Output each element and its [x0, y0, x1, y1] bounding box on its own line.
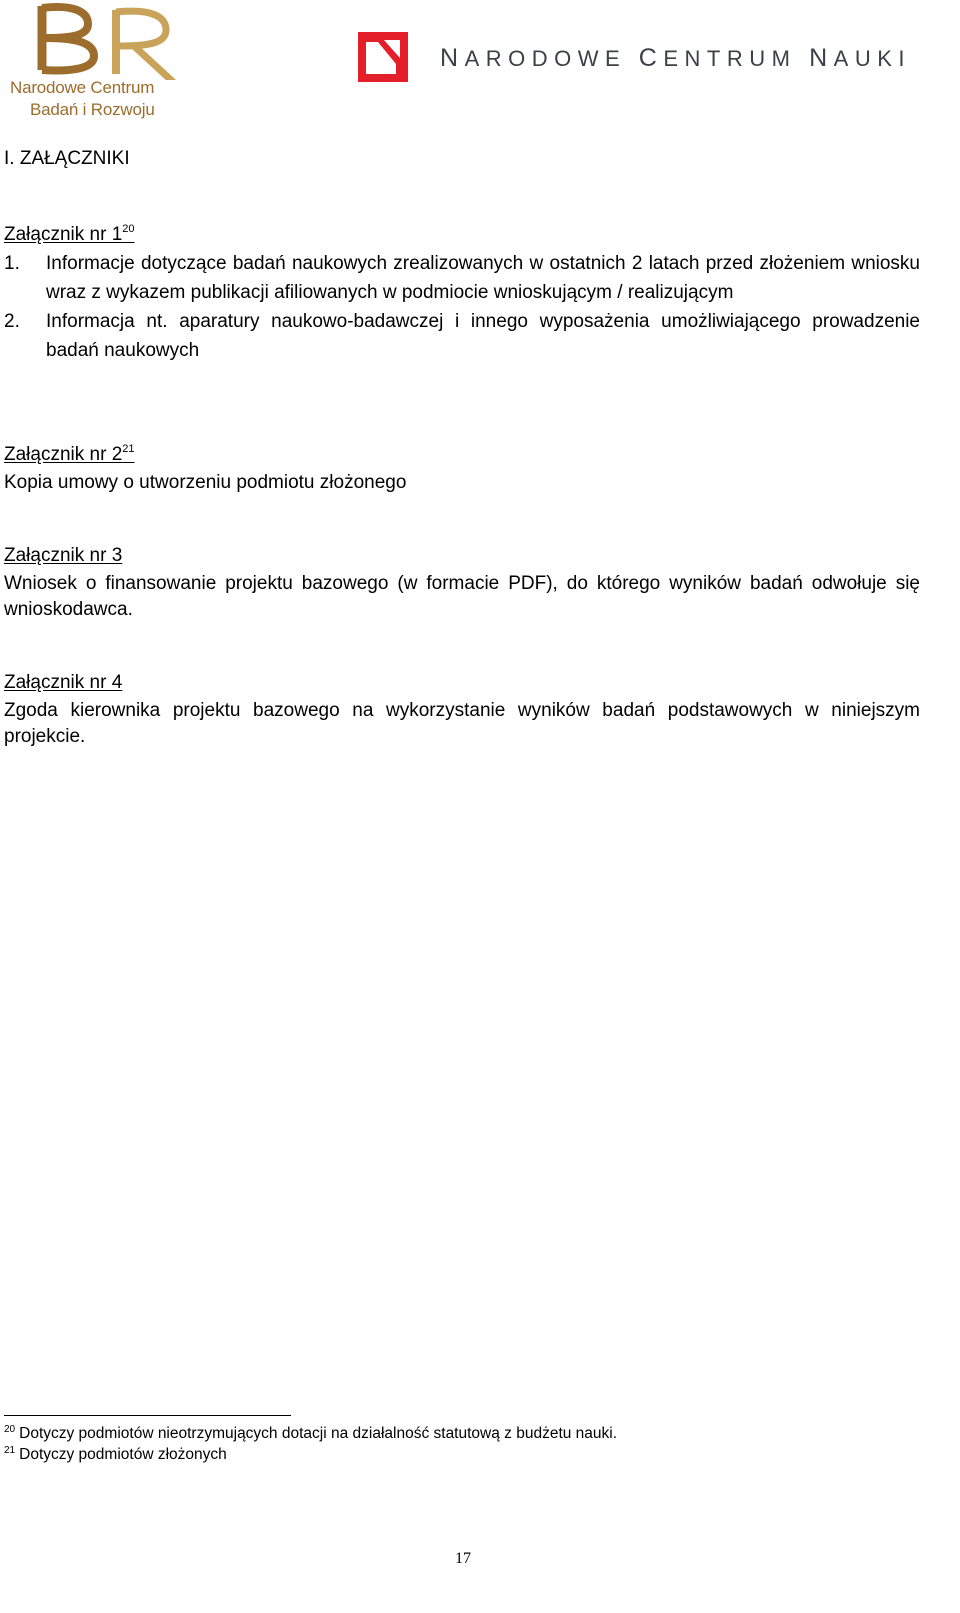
ncn-emblem — [358, 32, 408, 82]
ncn-name-part: N — [440, 44, 465, 72]
ncn-name-part: ENTRUM — [663, 46, 810, 71]
attachment-4-text: Zgoda kierownika projektu bazowego na wykorzystanie wyników badań podstawowych w niniejszym projekcie. — [4, 700, 920, 747]
footnote — [4, 1425, 617, 1443]
ncn-name-part: AUKI — [833, 46, 911, 71]
footnote-number: 20 — [4, 1424, 16, 1435]
footnote-ref: 21 — [122, 443, 135, 455]
section-title: I. ZAŁĄCZNIKI — [4, 148, 130, 169]
attachment-3-text: Wniosek o finansowanie projektu bazowego (w formacie PDF), do którego wyników badań odwołuje się wnioskodawca. — [4, 573, 920, 620]
footnote — [4, 1446, 227, 1464]
ncn-name-part: C — [638, 44, 664, 72]
ncn-name-part: N — [809, 44, 834, 72]
ncbr-logo-line2: Badań i Rozwoju — [30, 100, 155, 119]
attachment-heading-text: Załącznik nr 2 — [4, 444, 123, 465]
ncn-logo-name — [440, 44, 911, 73]
page-number: 17 — [455, 1550, 471, 1567]
list-item — [4, 307, 920, 365]
attachment-1-heading — [4, 224, 135, 246]
attachment-heading-text: Załącznik nr 1 — [4, 224, 123, 245]
attachment-1-list — [4, 249, 920, 365]
ncbr-emblem — [4, 0, 219, 80]
footnote-text: Dotyczy podmiotów złożonych — [19, 1446, 227, 1463]
attachment-2-text: Kopia umowy o utworzeniu podmiotu złożonego — [4, 472, 407, 493]
list-item-text: Informacje dotyczące badań naukowych zrealizowanych w ostatnich 2 latach przed złożeniem wniosku wraz z wykazem publikacji afiliowanych w podmiocie wnioskującym / realizującym — [46, 253, 920, 303]
footnote-text: Dotyczy podmiotów nieotrzymujących dotacji na działalność statutową z budżetu nauki. — [19, 1425, 618, 1442]
ncbr-logo — [4, 0, 219, 122]
footnote-number: 21 — [4, 1445, 16, 1456]
list-item-number: 2. — [4, 311, 20, 332]
footnote-ref: 20 — [122, 223, 135, 235]
attachment-2-heading — [4, 444, 135, 466]
attachment-4-heading: Załącznik nr 4 — [4, 672, 123, 693]
footnote-separator — [4, 1415, 291, 1416]
ncn-name-part: ARODOWE — [464, 46, 639, 71]
attachment-3-heading: Załącznik nr 3 — [4, 545, 123, 566]
list-item-text: Informacja nt. aparatury naukowo-badawczej i innego wyposażenia umożliwiającego prowadzenie badań naukowych — [46, 311, 920, 361]
ncbr-logo-line1: Narodowe Centrum — [10, 78, 155, 97]
list-item — [4, 249, 920, 307]
list-item-number: 1. — [4, 253, 20, 274]
